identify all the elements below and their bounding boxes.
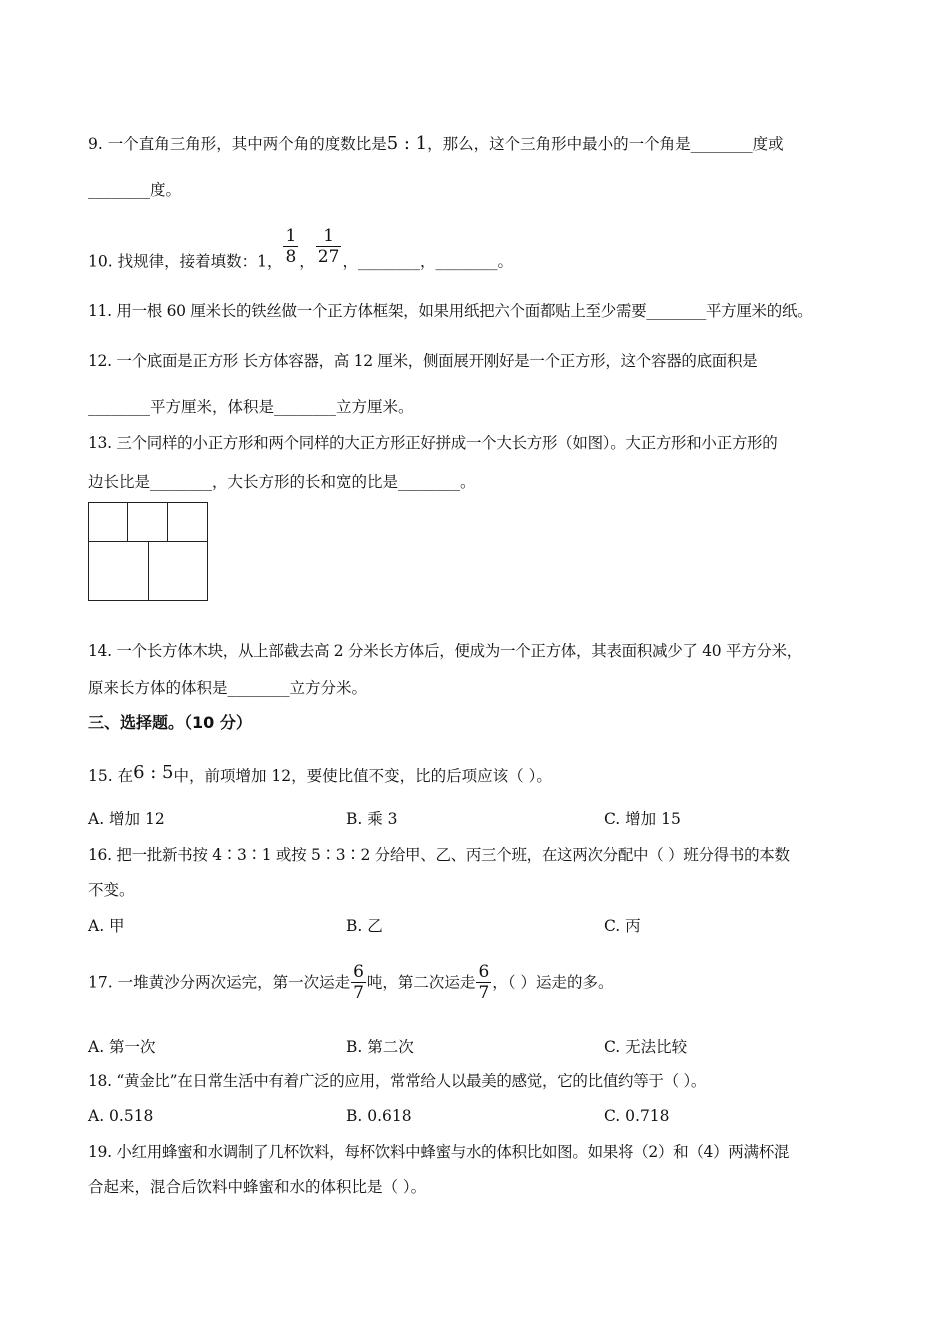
q10-frac2-num: 1 [316, 226, 342, 247]
q9-text-b: ，那么，这个三角形中最小的一个角是________度或 [427, 135, 784, 153]
q17-option-b[interactable]: B. 第二次 [346, 1038, 414, 1056]
q9-line2: ________度。 [88, 181, 182, 199]
q10-fraction-2 [316, 226, 342, 267]
q13-line2: 边长比是________，大长方形的长和宽的比是________。 [88, 473, 476, 491]
q17-suffix: ，（ ）运走的多。 [492, 973, 614, 992]
q16-line1: 16. 把一批新书按 4∶3∶1 或按 5∶3∶2 分给甲、乙、丙三个班，在这两次分配中（ ）班分得书的本数 [88, 846, 790, 864]
q15-ratio: 6 : 5 [133, 762, 174, 783]
q15-prefix: 15. 在 [88, 767, 134, 785]
q15-option-c[interactable]: C. 增加 15 [604, 810, 681, 828]
q17-frac2-den: 7 [478, 983, 490, 1003]
q10-prefix: 10. 找规律，接着填数：1， [88, 252, 283, 271]
q17-line [88, 962, 613, 1003]
q16-option-c[interactable]: C. 丙 [604, 917, 641, 935]
q15-option-a[interactable]: A. 增加 12 [88, 810, 165, 828]
q17-option-c[interactable]: C. 无法比较 [604, 1038, 688, 1056]
q9-line1 [88, 134, 784, 154]
q18-option-b[interactable]: B. 0.618 [346, 1107, 412, 1125]
q13-figure [88, 502, 208, 601]
q16-option-b[interactable]: B. 乙 [346, 917, 383, 935]
q17-fraction-1 [351, 962, 366, 1003]
q10-suffix: ，________，________。 [342, 252, 513, 271]
q19-line1: 19. 小红用蜂蜜和水调制了几杯饮料，每杯饮料中蜂蜜与水的体积比如图。如果将（2）和（4）两满杯混 [88, 1143, 790, 1161]
q19-line2: 合起来，混合后饮料中蜂蜜和水的体积比是（ ）。 [88, 1178, 427, 1196]
q17-frac1-num: 6 [353, 962, 364, 982]
q10-sep: ， [299, 252, 315, 271]
q10-frac2-den: 27 [317, 247, 340, 267]
small-square-1 [88, 502, 128, 542]
q12-line2: ________平方厘米，体积是________立方厘米。 [88, 398, 414, 416]
q11-line: 11. 用一根 60 厘米长的铁丝做一个正方体框架，如果用纸把六个面都贴上至少需要________平方厘米的纸。 [88, 302, 813, 320]
q9-ratio: 5 : 1 [386, 133, 428, 154]
small-square-2 [127, 502, 168, 542]
q10-frac1-den: 8 [285, 247, 297, 267]
q10-frac1-num: 1 [285, 226, 297, 246]
large-square-1 [88, 541, 149, 601]
q14-line1: 14. 一个长方体木块，从上部截去高 2 分米长方体后，便成为一个正方体，其表面积减少了 40 平方分米， [88, 642, 802, 660]
q12-line1: 12. 一个底面是正方形 长方体容器，高 12 厘米，侧面展开刚好是一个正方形，这个容器的底面积是 [88, 352, 758, 370]
q16-line2: 不变。 [88, 881, 135, 899]
q15-line [88, 763, 552, 786]
q17-option-a[interactable]: A. 第一次 [88, 1038, 156, 1056]
q10-line [88, 226, 513, 273]
q18-option-a[interactable]: A. 0.518 [88, 1107, 154, 1125]
q17-prefix: 17. 一堆黄沙分两次运完，第一次运走 [88, 973, 351, 992]
q17-frac2-num: 6 [478, 962, 490, 982]
q15-option-b[interactable]: B. 乘 3 [346, 810, 398, 828]
q14-line2: 原来长方体的体积是________立方分米。 [88, 679, 368, 697]
q18-option-c[interactable]: C. 0.718 [604, 1107, 670, 1125]
q16-option-a[interactable]: A. 甲 [88, 917, 125, 935]
q17-fraction-2 [476, 962, 491, 1003]
small-square-3 [167, 502, 208, 542]
q9-text-a: 9. 一个直角三角形，其中两个角的度数比是 [88, 135, 387, 153]
section-heading: 三、选择题。（10 分） [88, 713, 252, 732]
q15-suffix: 中，前项增加 12，要使比值不变，比的后项应该（ ）。 [173, 767, 552, 785]
q10-fraction-1 [283, 226, 298, 267]
large-square-2 [148, 541, 208, 601]
q18-line: 18. “黄金比”在日常生活中有着广泛的应用，常常给人以最美的感觉，它的比值约等于（ ）。 [88, 1072, 707, 1090]
q13-line1: 13. 三个同样的小正方形和两个同样的大正方形正好拼成一个大长方形（如图）。大正方形和小正方形的 [88, 434, 778, 452]
q17-frac1-den: 7 [353, 983, 364, 1003]
q17-mid: 吨，第二次运走 [366, 973, 476, 992]
